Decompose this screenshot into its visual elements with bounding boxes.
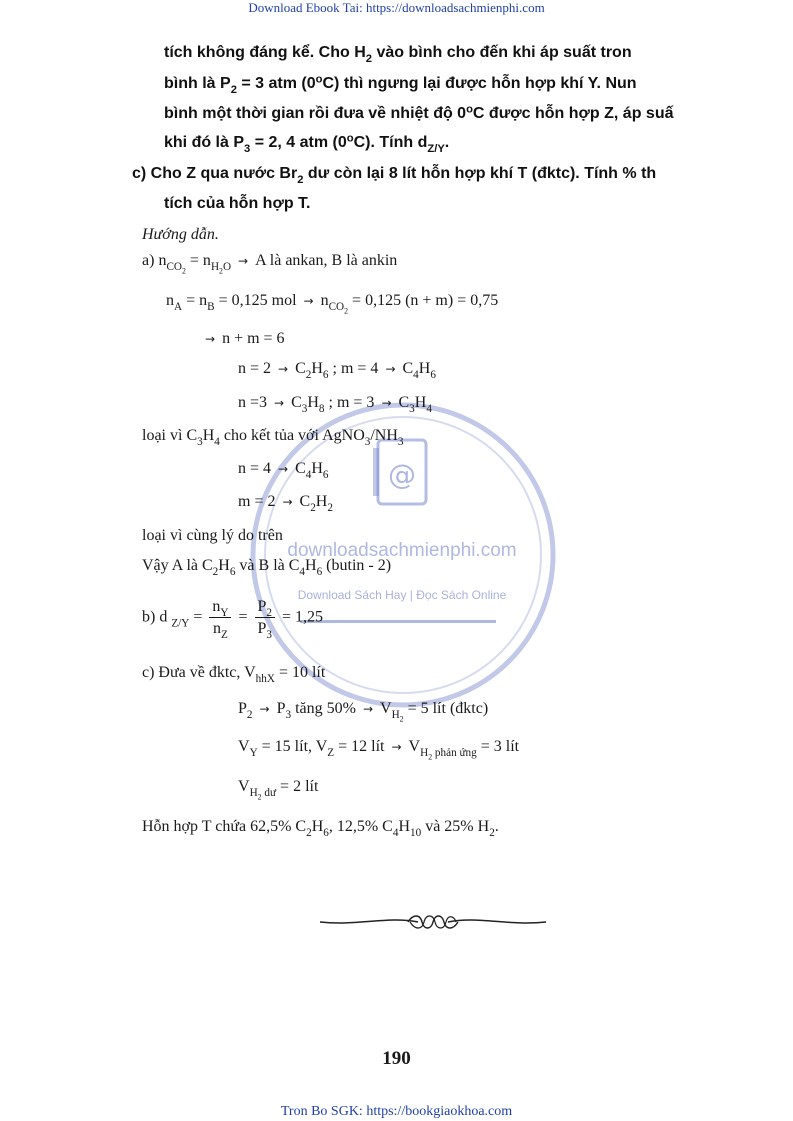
svg-text:@: @ <box>388 458 416 491</box>
solution-case-4: $m = 2 \to C_2H_2$ <box>238 493 333 515</box>
problem-part-c: c) Cho Z qua nước $Br_2$ dư còn lại 8 lít hỗn hợp khí T (đktc). Tính % th <box>132 165 657 187</box>
solution-a-line: a) $n_{CO_2} = n_{H_2O} \to A$ là ankan, B là ankin <box>142 252 398 276</box>
solution-c-line-4: $V_{H_2 dư} = 2$ lít <box>238 778 319 802</box>
problem-part-c-line-2: tích của hỗn hợp T. <box>164 195 311 212</box>
problem-line-3: bình một thời gian rồi đưa về nhiệt độ 0$^o$C được hỗn hợp Z, áp suấ <box>164 103 674 122</box>
watermark-site: downloadsachmienphi.com <box>287 540 517 561</box>
page-number: 190 <box>382 1048 411 1069</box>
solution-case-3: $n = 4 \to C_4H_6$ <box>238 460 329 482</box>
solution-heading: Hướng dẫn. <box>142 226 219 243</box>
solution-final: Hỗn hợp T chứa 62,5% $C_2H_6$, 12,5% $C_4H_{10}$ và 25% $H_2$. <box>142 818 499 840</box>
solution-mol-line: $n_A = n_B = 0,125$ mol → $n_{CO_2} = 0,125$ (n + m) = 0,75 <box>166 292 499 316</box>
solution-nm-line: → n + m = 6 <box>205 330 285 347</box>
problem-line-1: tích không đáng kể. Cho $H_2$ vào bình cho đến khi áp suất tron <box>164 44 632 66</box>
solution-c-line: c) Đưa về đktc, $V_{hhX} = 10$ lít <box>142 664 326 686</box>
download-link[interactable]: Download Ebook Tai: https://downloadsachmienphi.com <box>248 0 545 15</box>
solution-case-1: $n = 2 \to C_2H_6$ ; $m = 4 \to C_4H_6$ <box>238 360 436 382</box>
solution-reject-1: loại vì $C_3H_4$ cho kết tủa với $AgNO_3/NH_3$ <box>142 427 404 449</box>
solution-b-line: b) d $_{Z/Y}$ = $\frac{n_Y}{n_Z}$ = $\frac{P_2}{P_3}$ = 1,25 <box>142 598 324 642</box>
solution-conclusion: Vậy A là $C_2H_6$ và B là $C_4H_6$ (butin - 2) <box>142 557 392 579</box>
watermark-bar <box>300 620 496 623</box>
solution-reject-2: loại vì cùng lý do trên <box>142 527 283 544</box>
problem-line-2: bình là $P_2 = 3$ atm (0$^o$C) thì ngưng lại được hỗn hợp khí Y. Nun <box>164 73 637 97</box>
book-icon <box>373 440 426 504</box>
problem-line-4: khi đó là $P_3 = 2$, 4 atm (0$^o$C). Tính $d_{Z/Y}$. <box>164 132 450 156</box>
watermark-tagline: Download Sách Hay | Đọc Sách Online <box>297 588 507 602</box>
solution-case-2: $n =3 \to C_3H_8$ ; $m = 3 \to C_3H_4$ <box>238 394 432 416</box>
sgk-link[interactable]: Tron Bo SGK: https://bookgiaokhoa.com <box>280 1104 513 1119</box>
solution-c-line-3: $V_Y = 15$ lít, $V_Z = 12$ lít → $V_{H_2 phản ứng} = 3$ lít <box>238 738 520 762</box>
solution-c-line-2: $P_2 \to P_3$ tăng $50\% \to V_{H_2} = 5$ lít (đktc) <box>238 700 489 724</box>
ornament-divider <box>318 910 548 934</box>
